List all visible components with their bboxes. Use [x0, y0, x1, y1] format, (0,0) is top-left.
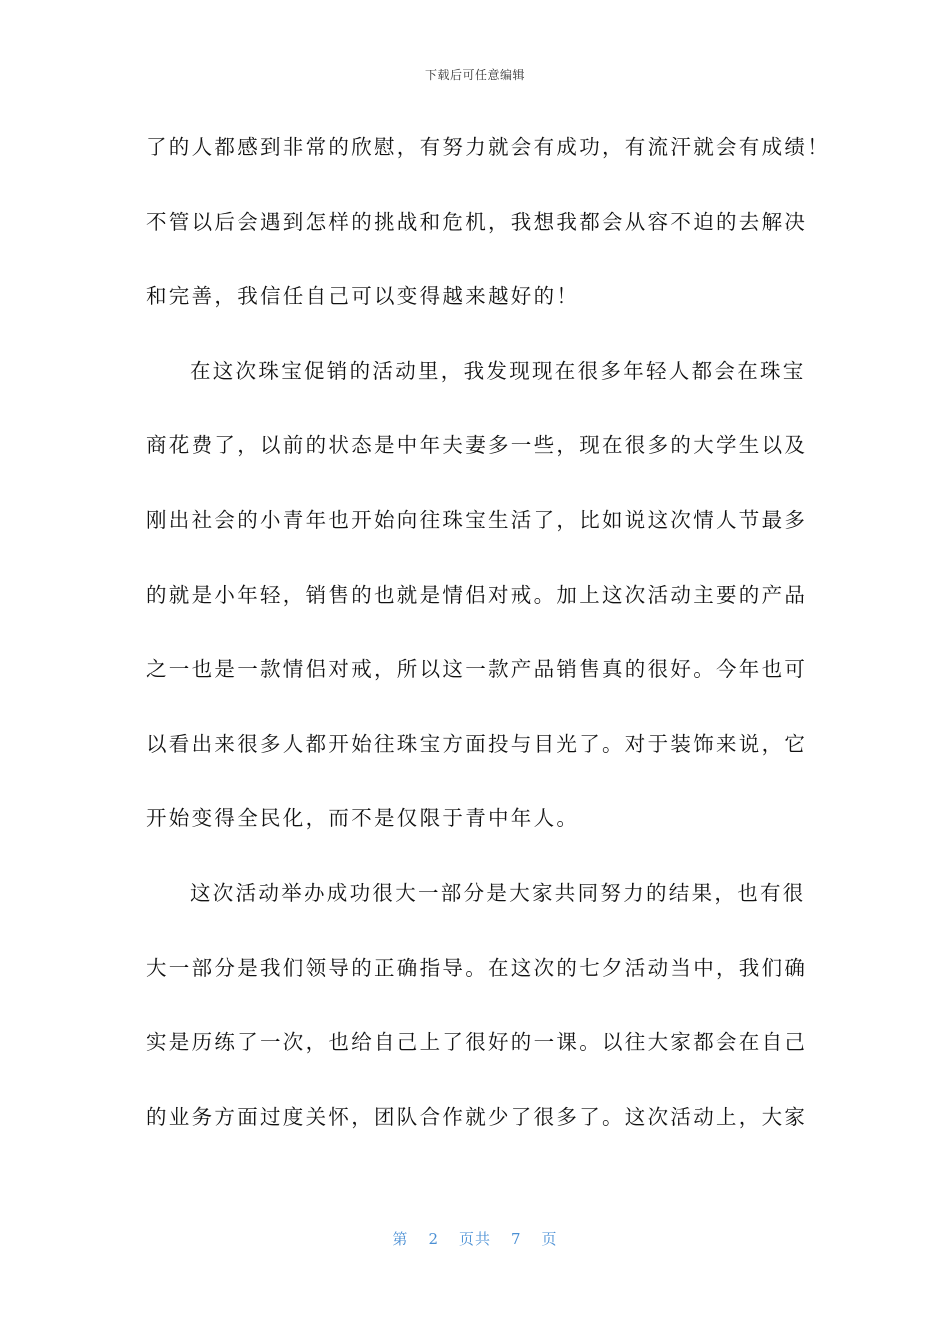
footer-middle: 页共	[458, 1230, 491, 1248]
text-line-2: 不管以后会遇到怎样的挑战和危机，我想我都会从容不迫的去解决	[146, 209, 808, 234]
text-line-8: 之一也是一款情侣对戒，所以这一款产品销售真的很好。今年也可	[146, 657, 808, 682]
text-line-5: 商花费了，以前的状态是中年夫妻多一些，现在很多的大学生以及	[146, 433, 808, 458]
text-line-7: 的就是小年轻，销售的也就是情侣对戒。加上这次活动主要的产品	[146, 582, 808, 607]
text-line-13: 实是历练了一次，也给自己上了很好的一课。以往大家都会在自己	[146, 1030, 808, 1055]
page-header: 下载后可任意编辑	[424, 68, 525, 82]
text-line-12: 大一部分是我们领导的正确指导。在这次的七夕活动当中，我们确	[146, 955, 808, 980]
text-line-4: 在这次珠宝促销的活动里，我发现现在很多年轻人都会在珠宝	[190, 358, 806, 383]
text-line-11: 这次活动举办成功很大一部分是大家共同努力的结果，也有很	[190, 880, 806, 905]
document-body	[146, 122, 830, 1166]
text-line-10: 开始变得全民化，而不是仅限于青中年人。	[146, 806, 580, 831]
footer-prefix: 第	[392, 1230, 409, 1248]
text-line-6: 刚出社会的小青年也开始向往珠宝生活了，比如说这次情人节最多	[146, 507, 808, 532]
footer-current-page: 2	[428, 1230, 439, 1248]
text-line-14: 的业务方面过度关怀，团队合作就少了很多了。这次活动上，大家	[146, 1104, 808, 1129]
footer-total-pages: 7	[511, 1230, 522, 1248]
text-line-1: 了的人都感到非常的欣慰，有努力就会有成功，有流汗就会有成绩！	[146, 135, 830, 159]
text-line-9: 以看出来很多人都开始往珠宝方面投与目光了。对于装饰来说，它	[146, 731, 808, 756]
footer-suffix: 页	[541, 1230, 558, 1248]
text-line-3: 和完善，我信任自己可以变得越来越好的！	[146, 284, 580, 309]
page-footer	[0, 1228, 950, 1249]
